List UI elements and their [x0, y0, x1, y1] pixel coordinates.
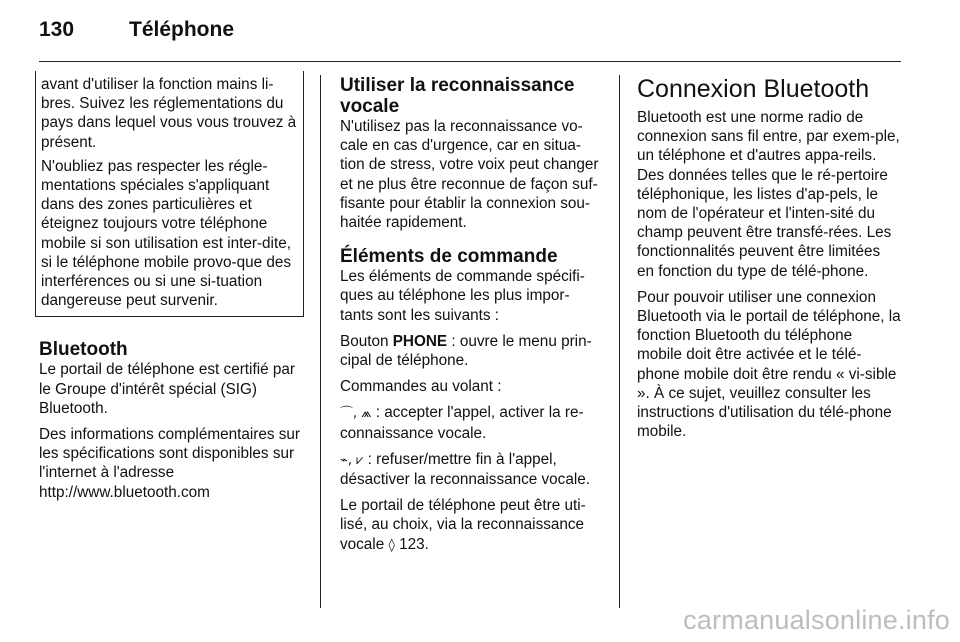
note-paragraph-2: N'oubliez pas respecter les régle-mentations spéciales s'appliquant dans des zones particulières et éteignez toujours votre téléphone mobile si son utilisation est inter-dite, si le téléphone mobile provo-que des interférences ou si une si-tuation dangereuse peut survenir.: [41, 157, 292, 310]
reject-call-icon: ⌁, ⩗: [340, 452, 364, 468]
column-divider-2: [619, 75, 620, 608]
bluetooth-heading: Bluetooth: [39, 339, 128, 361]
bluetooth-section: [39, 339, 303, 501]
wheel-controls-paragraph: Commandes au volant :: [340, 378, 502, 396]
column-divider-1: [320, 75, 321, 608]
column-left: [39, 71, 303, 509]
phone-prefix: Bouton: [340, 332, 393, 350]
voice-heading: Utiliser la reconnaissance vocale: [340, 75, 575, 117]
column-middle: [340, 75, 602, 562]
connection-paragraph-2: Pour pouvoir utiliser une connexion Bluetooth via le portail de téléphone, la fonction Bluetooth du téléphone mobile doit être activée et le télé-phone mobile doit être rendu « vi-sible ». À ce sujet, veuillez consulter les instructions d'utilisation du télé-phone mobile.: [637, 288, 901, 441]
header-rule: [39, 61, 901, 62]
page-number: 130: [39, 18, 75, 41]
connection-paragraph-1: Bluetooth est une norme radio de connexion sans fil entre, par exem-ple, un téléphone et d'autres appa-reils. Des données telles que le ré-pertoire téléphonique, les listes d'ap-pels, le nom de l'opérateur et l'inten-sité du champ peuvent être transfé-rées. Les fonctionnalités peuvent être limitées en fonction du type de télé-phone.: [637, 109, 900, 280]
connection-heading: Connexion Bluetooth: [637, 75, 870, 103]
note-box: [35, 71, 304, 317]
page-reference: 123.: [394, 535, 429, 553]
accept-call-icon: ⌒, ⩕: [340, 406, 372, 422]
controls-paragraph: Les éléments de commande spécifi-ques au téléphone les plus impor-tants sont les suivants :: [340, 268, 585, 324]
bluetooth-paragraph-1: Le portail de téléphone est certifié par le Groupe d'intérêt spécial (SIG) Bluetooth.: [39, 361, 295, 417]
page-reference-icon: ◊: [388, 537, 395, 553]
note-paragraph-1: avant d'utiliser la fonction mains li-bres. Suivez les réglementations du pays dans lequel vous vous trouvez à présent.: [41, 76, 297, 151]
bluetooth-paragraph-2: Des informations complémentaires sur les spécifications sont disponibles sur l'internet à l'adresse http://www.bluetooth.com: [39, 426, 300, 501]
phone-button-paragraph: [340, 332, 602, 370]
accept-call-text: : accepter l'appel, activer la re-connaissance vocale.: [340, 404, 584, 442]
watermark: carmanualsonline.info: [683, 605, 950, 635]
accept-call-paragraph: [340, 403, 602, 442]
reject-call-text: : refuser/mettre fin à l'appel, désactiver la reconnaissance vocale.: [340, 450, 590, 489]
voice-paragraph-1: N'utilisez pas la reconnaissance vo-cale en cas d'urgence, car en situa-tion de stress, votre voix peut changer et ne plus être reconnue de façon suf-fisante pour établir la connexion sou-haitée rapidement.: [340, 118, 599, 232]
page-header: [39, 18, 919, 48]
phone-button-label: PHONE: [392, 332, 448, 350]
controls-heading: Éléments de commande: [340, 246, 558, 268]
reject-call-paragraph: [340, 450, 602, 489]
voice-paragraph-2: [340, 496, 602, 555]
voice-text: Le portail de téléphone peut être uti-lisé, au choix, via la reconnaissance vocale: [340, 497, 586, 553]
column-right: [637, 75, 901, 448]
page-title: Téléphone: [129, 18, 235, 41]
phone-suffix: : ouvre le menu prin-cipal de téléphone.: [340, 332, 592, 370]
